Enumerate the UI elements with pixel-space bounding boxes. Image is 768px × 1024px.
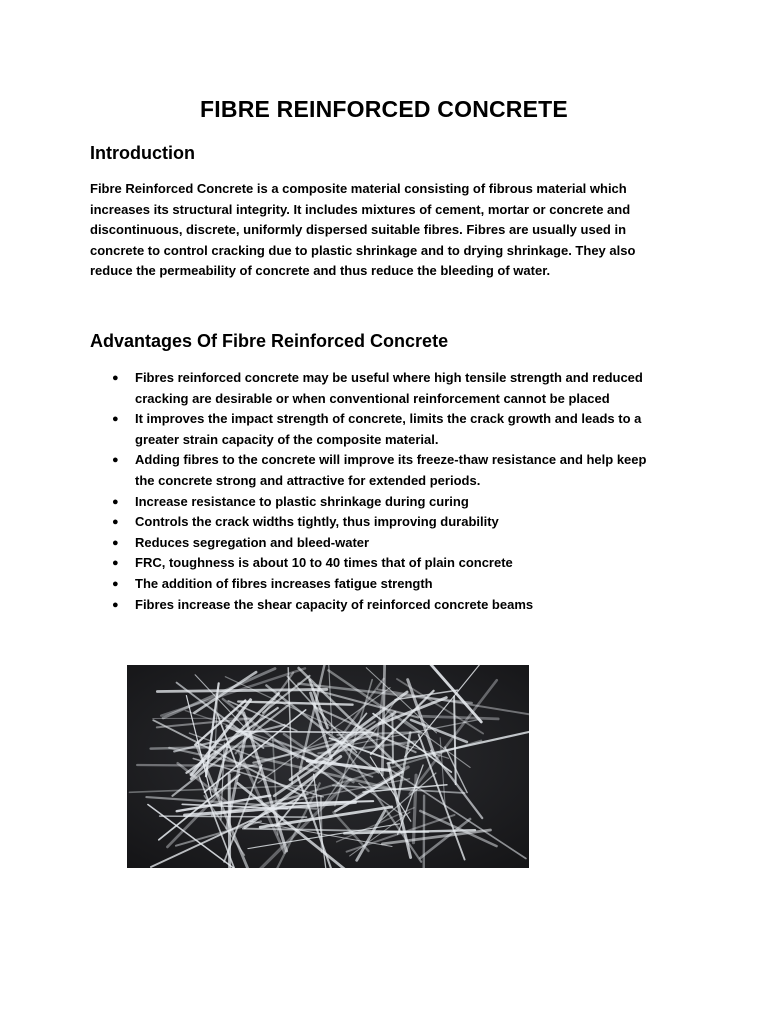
bullet-icon: ●: [112, 577, 119, 590]
list-item: [0, 533, 665, 554]
list-item-text: Increase resistance to plastic shrinkage during curing: [135, 493, 469, 509]
list-item-text: Fibres increase the shear capacity of reinforced concrete beams: [135, 596, 534, 612]
fibre-photo: [127, 665, 529, 868]
advantages-list: [0, 368, 768, 615]
list-item: [0, 368, 665, 409]
list-item: [0, 492, 665, 513]
bullet-icon: ●: [112, 516, 119, 529]
list-item-text: Reduces segregation and bleed-water: [135, 534, 370, 550]
list-item: [0, 409, 665, 450]
bullet-icon: ●: [112, 598, 119, 611]
introduction-heading: Introduction: [90, 143, 195, 163]
introduction-paragraph: Fibre Reinforced Concrete is a composite material consisting of fibrous material which increases its structural integrity. It includes mixtures of cement, mortar or concrete and discontinuous, discrete, uniformly dispersed suitable fibres. Fibres are usually used in concrete to control cracking due to plastic shrinkage and to drying shrinkage. They also reduce the permeability of concrete and thus reduce the bleeding of water.: [90, 181, 636, 279]
list-item: [0, 512, 665, 533]
bullet-icon: ●: [112, 454, 119, 467]
list-item-text: It improves the impact strength of concrete, limits the crack growth and leads to a greater strain capacity of the composite material.: [135, 411, 642, 447]
list-item: [0, 450, 665, 491]
advantages-heading: Advantages Of Fibre Reinforced Concrete: [90, 331, 449, 351]
bullet-icon: ●: [112, 495, 119, 508]
page-title: FIBRE REINFORCED CONCRETE: [200, 96, 568, 122]
bullet-icon: ●: [112, 372, 119, 384]
bullet-icon: ●: [112, 557, 119, 570]
list-item-text: FRC, toughness is about 10 to 40 times that of plain concrete: [135, 555, 513, 571]
list-item: [0, 595, 665, 616]
list-item-text: Adding fibres to the concrete will improve its freeze-thaw resistance and help keep the concrete strong and attractive for extended periods.: [135, 452, 647, 488]
list-item: [0, 574, 665, 595]
bullet-icon: ●: [112, 413, 119, 426]
bullet-icon: ●: [112, 536, 119, 549]
fibre-strand: [160, 816, 307, 817]
fibre-strand: [321, 797, 322, 852]
list-item-text: Controls the crack widths tightly, thus improving durability: [135, 514, 499, 530]
fibre-strand: [392, 716, 393, 764]
list-item-text: Fibres reinforced concrete may be useful where high tensile strength and reduced cracking are desirable or when conventional reinforcement cannot be placed: [135, 370, 643, 406]
list-item-text: The addition of fibres increases fatigue strength: [135, 575, 433, 591]
list-item: [0, 553, 665, 574]
